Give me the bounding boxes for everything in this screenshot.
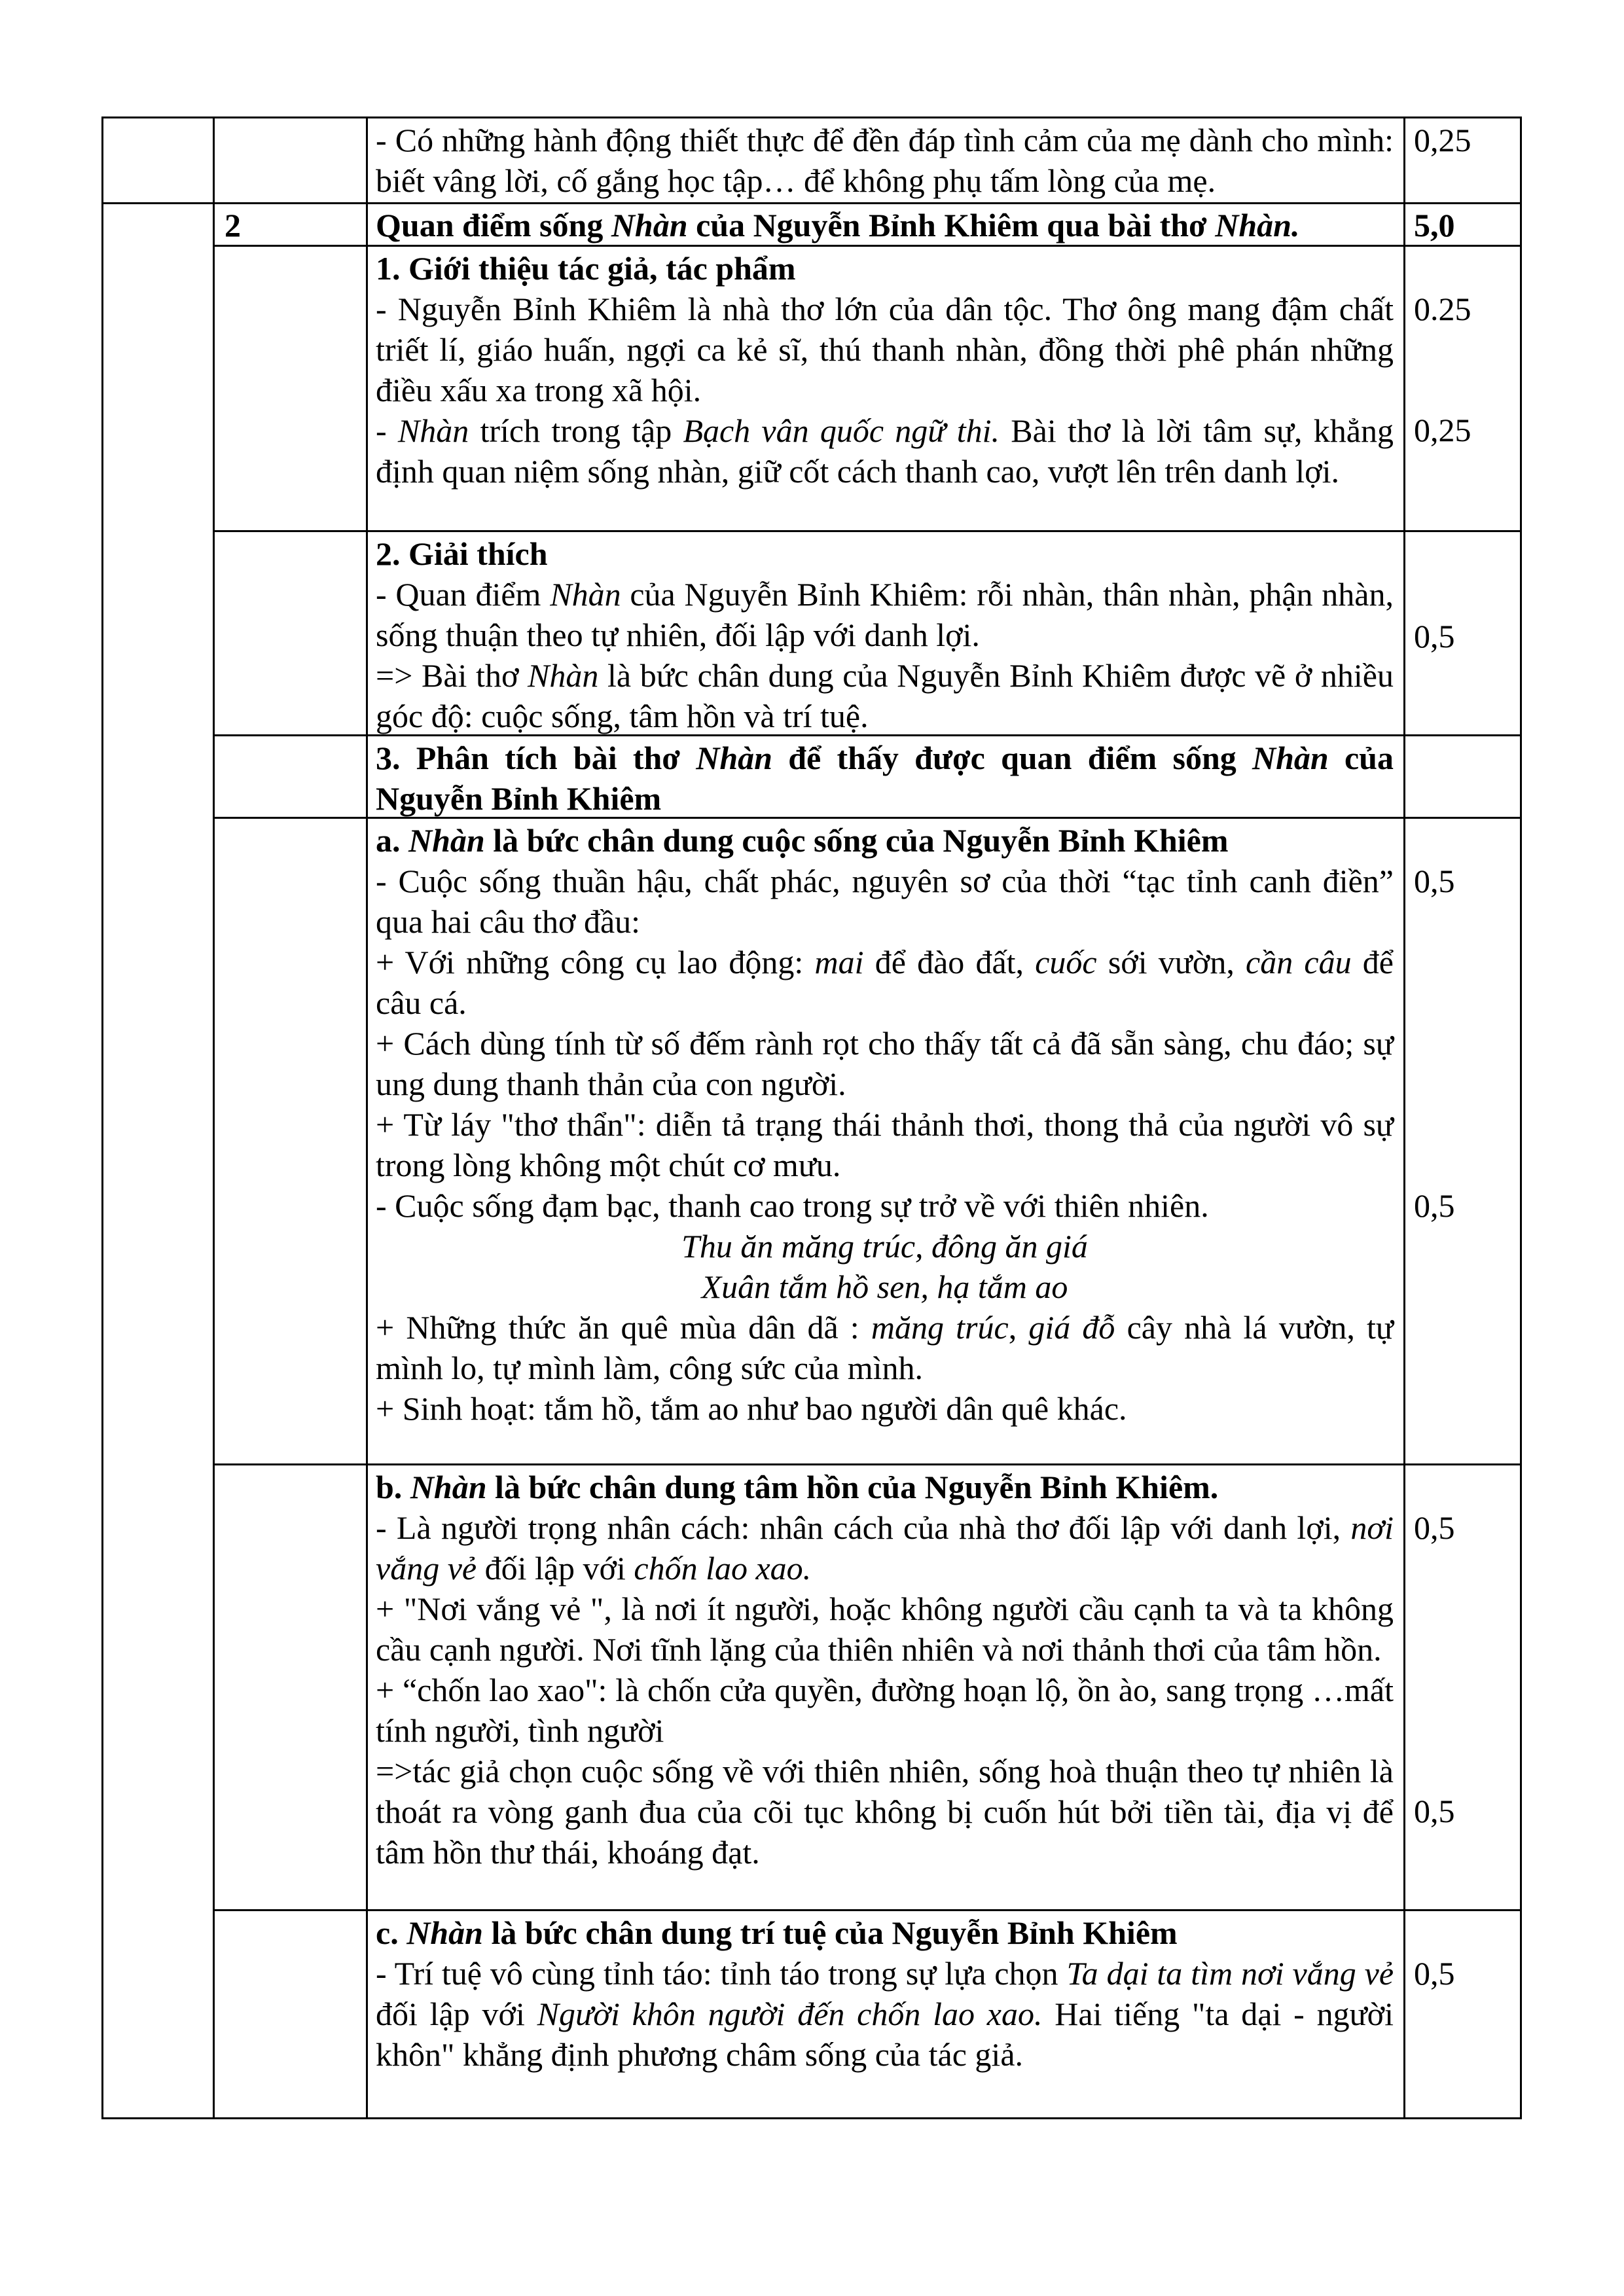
- section-b: [376, 1467, 1394, 1873]
- paragraph: + Sinh hoạt: tắm hồ, tắm ao như bao người dân quê khác.: [376, 1390, 1127, 1427]
- section-c: [376, 1912, 1394, 2075]
- paragraph: - Cuộc sống thuần hậu, chất phác, nguyên sơ của thời “tạc tỉnh canh điền” qua hai câu thơ đầu:: [376, 863, 1394, 940]
- score: 0,5: [1414, 1509, 1455, 1546]
- title-italic: Nhàn.: [1215, 207, 1300, 243]
- section-heading: b. Nhàn là bức chân dung tâm hồn của Nguyễn Bỉnh Khiêm.: [376, 1469, 1219, 1505]
- paragraph: + Với những công cụ lao động: mai để đào đất, cuốc sới vườn, cần câu để câu cá.: [376, 944, 1394, 1021]
- section-intro: [376, 248, 1394, 492]
- score: 0,5: [1414, 1955, 1455, 1992]
- row1-content: [376, 120, 1394, 201]
- score: 0,5: [1414, 618, 1455, 655]
- row-divider-full: [103, 202, 1522, 204]
- question-score: 5,0: [1414, 207, 1455, 243]
- paragraph: + Những thức ăn quê mùa dân dã : măng trúc, giá đỗ cây nhà lá vườn, tự mình lo, tự mình làm, công sức của mình.: [376, 1309, 1394, 1386]
- paragraph: - Là người trọng nhân cách: nhân cách của nhà thơ đối lập với danh lợi, nơi vắng vẻ đối lập với chốn lao xao.: [376, 1509, 1394, 1587]
- title-text: Quan điểm sống: [376, 207, 611, 243]
- paragraph: - Trí tuệ vô cùng tỉnh táo: tỉnh táo trong sự lựa chọn Ta dại ta tìm nơi vắng vẻ đối lập với Người khôn người đến chốn lao xao. Hai tiếng "ta dại - người khôn" khẳng định phương châm sống của tác giả.: [376, 1955, 1394, 2073]
- score: 0,5: [1414, 1187, 1455, 1224]
- score: 0,5: [1414, 863, 1455, 899]
- column-divider-3: [1403, 118, 1405, 2117]
- question-title: [376, 205, 1397, 245]
- section-heading: a. Nhàn là bức chân dung cuộc sống của Nguyễn Bỉnh Khiêm: [376, 822, 1229, 859]
- section-analysis-heading: 3. Phân tích bài thơ Nhàn để thấy được quan điểm sống Nhàn của Nguyễn Bỉnh Khiêm: [376, 740, 1394, 817]
- paragraph: - Nhàn trích trong tập Bạch vân quốc ngữ thi. Bài thơ là lời tâm sự, khẳng định quan niệm sống nhàn, giữ cốt cách thanh cao, vượt lên trên danh lợi.: [376, 412, 1394, 490]
- paragraph: - Nguyễn Bỉnh Khiêm là nhà thơ lớn của dân tộc. Thơ ông mang đậm chất triết lí, giáo huấn, ngợi ca kẻ sĩ, thú thanh nhàn, đồng thời phê phán những điều xấu xa trong xã hội.: [376, 291, 1394, 408]
- paragraph: - Cuộc sống đạm bạc, thanh cao trong sự trở về với thiên nhiên.: [376, 1187, 1209, 1224]
- section-a: [376, 820, 1394, 1429]
- column-divider-1: [213, 118, 215, 2117]
- paragraph: + Từ láy "thơ thẩn": diễn tả trạng thái thảnh thơi, thong thả của người vô sự trong lòng không một chút cơ mưu.: [376, 1106, 1394, 1183]
- paragraph: + “chốn lao xao": là chốn cửa quyền, đường hoạn lộ, ồn ào, sang trọng …mất tính người, tình người: [376, 1672, 1394, 1749]
- row-divider: [213, 1909, 1522, 1911]
- score: 0.25: [1414, 291, 1471, 327]
- section-heading: 1. Giới thiệu tác giả, tác phẩm: [376, 250, 796, 287]
- paragraph: => Bài thơ Nhàn là bức chân dung của Nguyễn Bỉnh Khiêm được vẽ ở nhiều góc độ: cuộc sống, tâm hồn và trí tuệ.: [376, 657, 1394, 734]
- verse-line: Thu ăn măng trúc, đông ăn giá: [681, 1228, 1088, 1265]
- paragraph: + "Nơi vắng vẻ ", là nơi ít người, hoặc không người cầu cạnh ta và ta không cầu cạnh người. Nơi tĩnh lặng của thiên nhiên và nơi thảnh thơi của tâm hồn.: [376, 1590, 1394, 1668]
- title-text: của Nguyễn Bỉnh Khiêm qua bài thơ: [687, 207, 1216, 243]
- title-italic: Nhàn: [611, 207, 688, 243]
- section-heading: c. Nhàn là bức chân dung trí tuệ của Nguyễn Bỉnh Khiêm: [376, 1914, 1178, 1951]
- row1-score: 0,25: [1414, 122, 1471, 158]
- verse-line: Xuân tắm hồ sen, hạ tắm ao: [701, 1268, 1068, 1305]
- question-number: 2: [225, 207, 241, 243]
- row-divider: [213, 530, 1522, 532]
- column-divider-2: [366, 118, 368, 2117]
- score: 0,5: [1414, 1793, 1455, 1829]
- row-divider: [213, 1463, 1522, 1465]
- paragraph: =>tác giả chọn cuộc sống về với thiên nhiên, sống hoà thuận theo tự nhiên là thoát ra vòng ganh đua của cõi tục không bị cuốn hút bởi tiền tài, địa vị để tâm hồn thư thái, khoáng đạt.: [376, 1753, 1394, 1871]
- row1-text: - Có những hành động thiết thực để đền đáp tình cảm của mẹ dành cho mình: biết vâng lời, cố gắng học tập… để không phụ tấm lòng của mẹ.: [376, 122, 1394, 199]
- section-heading: 2. Giải thích: [376, 535, 548, 572]
- answer-key-table: [101, 117, 1522, 2119]
- paragraph: + Cách dùng tính từ số đếm rành rọt cho thấy tất cả đã sẵn sàng, chu đáo; sự ung dung thanh thản của con người.: [376, 1025, 1394, 1102]
- section-explain: [376, 533, 1394, 736]
- score: 0,25: [1414, 412, 1471, 448]
- paragraph: - Quan điểm Nhàn của Nguyễn Bỉnh Khiêm: rỗi nhàn, thân nhàn, phận nhàn, sống thuận theo tự nhiên, đối lập với danh lợi.: [376, 576, 1394, 653]
